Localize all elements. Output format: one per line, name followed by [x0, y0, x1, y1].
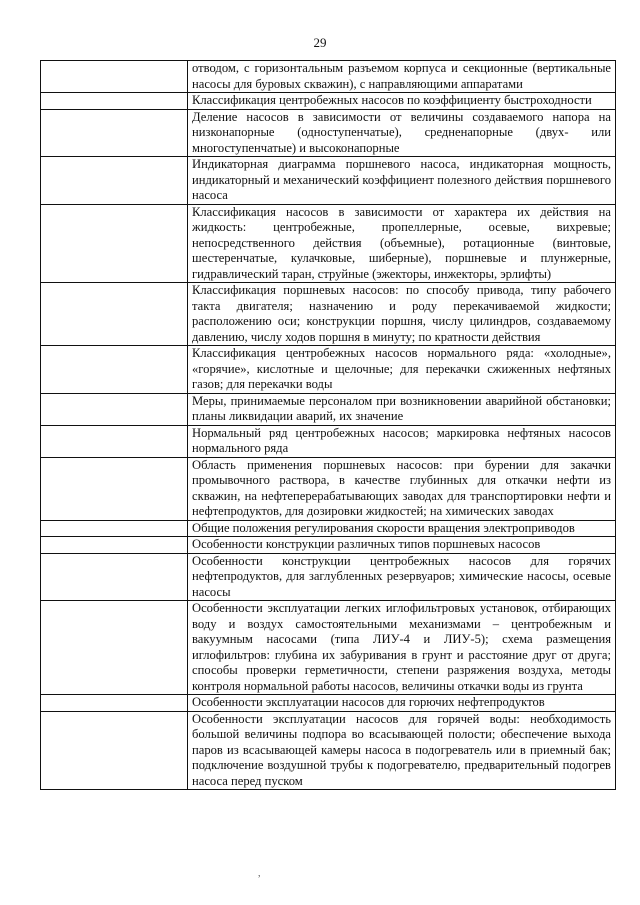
empty-cell — [41, 283, 188, 346]
table-row — [41, 109, 616, 157]
table-row — [41, 601, 616, 695]
topic-cell: Особенности эксплуатации легких иглофильтровых установок, отбирающих воду и воздух самостоятельными механизмами – центробежным и вакуумным насосами (типа ЛИУ-4 и ЛИУ-5); схема размещения иглофильтров: глубина их забуривания в грунт и расстояние друг от друга; способы проверки герметичности, степени разряжения воздуха, методы контроля нормальной работы насосов, величины откачки воды из грунта — [188, 601, 616, 695]
table-row — [41, 520, 616, 537]
topic-cell: Особенности эксплуатации насосов для горячей воды: необходимость большой величины подпора во всасывающей полости; обеспечение выхода паров из всасывающей камеры насоса в подогреватель или в приемный бак; подключение воздушной трубы к подогревателю, предварительный подогрев насоса перед пуском — [188, 711, 616, 790]
topics-table — [40, 60, 616, 790]
table-row — [41, 204, 616, 283]
empty-cell — [41, 457, 188, 520]
empty-cell — [41, 204, 188, 283]
scan-artifact-mark: , — [258, 868, 261, 879]
topic-cell: отводом, с горизонтальным разъемом корпуса и секционные (вертикальные насосы для буровых скважин), с направляющими аппаратами — [188, 61, 616, 93]
table-row — [41, 157, 616, 205]
empty-cell — [41, 61, 188, 93]
empty-cell — [41, 109, 188, 157]
table-row — [41, 61, 616, 93]
topic-cell: Классификация поршневых насосов: по способу привода, типу рабочего такта двигателя; назначению и роду перекачиваемой жидкости; расположению оси; конструкции поршня, числу цилиндров, создаваемому давлению, числу ходов поршня в минуту; по кратности действия — [188, 283, 616, 346]
table-row — [41, 93, 616, 110]
table-row — [41, 537, 616, 554]
empty-cell — [41, 425, 188, 457]
topic-cell: Меры, принимаемые персоналом при возникновении аварийной обстановки; планы ликвидации аварий, их значение — [188, 393, 616, 425]
table-row — [41, 711, 616, 790]
topic-cell: Классификация центробежных насосов нормального ряда: «холодные», «горячие», кислотные и щелочные; для перекачки сжиженных нефтяных газов; для перекачки воды — [188, 346, 616, 394]
empty-cell — [41, 537, 188, 554]
topic-cell: Особенности эксплуатации насосов для горючих нефтепродуктов — [188, 695, 616, 712]
topic-cell: Деление насосов в зависимости от величины создаваемого напора на низконапорные (одноступенчатые), средненапорные (двух- или многоступенчатые) и высоконапорные — [188, 109, 616, 157]
empty-cell — [41, 393, 188, 425]
topics-table-body — [41, 61, 616, 790]
empty-cell — [41, 346, 188, 394]
topic-cell: Область применения поршневых насосов: при бурении для закачки промывочного раствора, в качестве глубинных для откачки нефти из скважин, на нефтеперерабатывающих заводах для транспортировки нефти и нефтепродуктов, для дозировки жидкостей; на химических заводах — [188, 457, 616, 520]
empty-cell — [41, 93, 188, 110]
empty-cell — [41, 520, 188, 537]
table-row — [41, 346, 616, 394]
table-row — [41, 695, 616, 712]
empty-cell — [41, 157, 188, 205]
table-row — [41, 283, 616, 346]
topic-cell: Классификация центробежных насосов по коэффициенту быстроходности — [188, 93, 616, 110]
empty-cell — [41, 553, 188, 601]
topic-cell: Общие положения регулирования скорости вращения электроприводов — [188, 520, 616, 537]
table-row — [41, 457, 616, 520]
empty-cell — [41, 711, 188, 790]
topic-cell: Особенности конструкции различных типов поршневых насосов — [188, 537, 616, 554]
table-row — [41, 425, 616, 457]
table-row — [41, 393, 616, 425]
empty-cell — [41, 601, 188, 695]
topic-cell: Классификация насосов в зависимости от характера их действия на жидкость: центробежные, пропеллерные, осевые, вихревые; непосредственного действия (объемные), ротационные (винтовые, шестеренчатые, кулачковые, шиберные), поршневые и плунжерные, гидравлический таран, струйные (эжекторы, инжекторы, эрлифты) — [188, 204, 616, 283]
topic-cell: Особенности конструкции центробежных насосов для горячих нефтепродуктов, для заглубленных резервуаров; химические насосы, осевые насосы — [188, 553, 616, 601]
empty-cell — [41, 695, 188, 712]
topic-cell: Нормальный ряд центробежных насосов; маркировка нефтяных насосов нормального ряда — [188, 425, 616, 457]
table-row — [41, 553, 616, 601]
page-number: 29 — [313, 35, 327, 50]
topic-cell: Индикаторная диаграмма поршневого насоса, индикаторная мощность, индикаторный и механический коэффициент полезного действия поршневого насоса — [188, 157, 616, 205]
